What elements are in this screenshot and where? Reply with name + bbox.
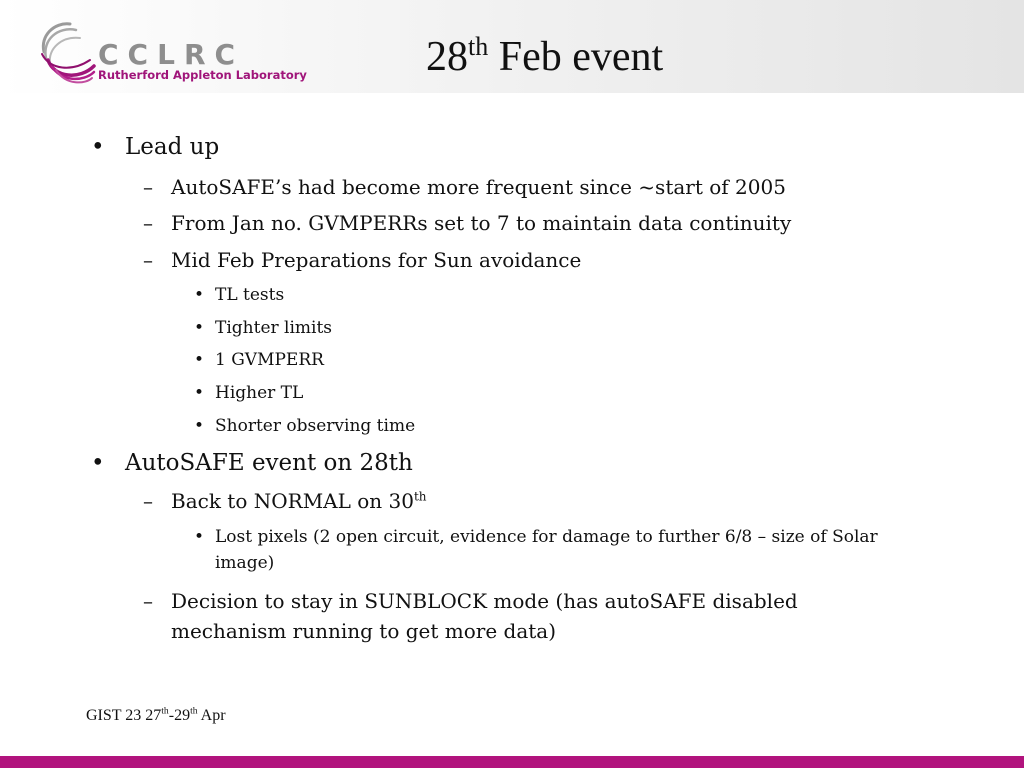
logo-name: CCLRC [98,38,245,71]
bullet-dot-icon: • [194,285,205,305]
footer-text: GIST 23 27 [86,707,162,724]
sub-sub-bullet [194,416,416,436]
sub-bullet [143,586,891,646]
bullet-dot-icon: • [194,416,205,436]
footer-text: -29 [168,707,191,724]
sub-bullet-text: Mid Feb Preparations for Sun avoidance [171,248,582,272]
sub-sub-bullet-text: Tighter limits [215,318,333,338]
logo-subtitle: Rutherford Appleton Laboratory [98,68,307,82]
dash-icon: – [143,489,153,513]
sub-sub-bullet-text: Higher TL [215,383,304,403]
footer-superscript: th [161,705,169,717]
sub-sub-bullet [194,383,304,403]
sub-sub-bullet-text: Lost pixels (2 open circuit, evidence for damage to further 6/8 – size of Solar image) [215,527,878,573]
footer-text: Apr [197,707,226,724]
bullet-dot-icon: • [91,450,105,476]
sub-sub-bullet [194,318,333,338]
bullet-dot-icon: • [91,134,105,160]
sub-bullet-text: Decision to stay in SUNBLOCK mode (has autoSAFE disabled mechanism running to get more data) [171,589,798,643]
bullet-dot-icon: • [194,350,205,370]
dash-icon: – [143,175,153,199]
sub-bullet-text: Back to NORMAL on 30 [171,489,414,513]
bottom-accent-bar [0,756,1024,768]
sub-bullet [143,175,786,199]
sub-sub-bullet [194,285,285,305]
sub-sub-bullet-text: Shorter observing time [215,416,416,436]
title-superscript: th [468,32,489,61]
cclrc-logo [36,14,307,86]
title-text-rest: Feb event [488,34,664,80]
sub-sub-bullet [194,350,324,370]
sub-bullet [143,211,792,235]
sub-bullet [143,489,427,513]
sub-sub-bullet-text: TL tests [215,285,285,305]
bullet-dot-icon: • [194,527,205,547]
bullet-lead-up [91,134,220,160]
bullet-dot-icon: • [194,383,205,403]
dash-icon: – [143,589,153,613]
sub-bullet [143,248,582,272]
slide-title [426,32,664,80]
superscript: th [413,489,427,504]
dash-icon: – [143,248,153,272]
sub-bullet-text: AutoSAFE’s had become more frequent since ~start of 2005 [171,175,786,199]
swirl-logo-icon [36,14,98,86]
bullet-text: Lead up [125,134,220,160]
sub-sub-bullet-text: 1 GVMPERR [215,350,324,370]
sub-sub-bullet [194,525,935,576]
footer-superscript: th [190,705,198,717]
bullet-text: AutoSAFE event on 28th [125,450,413,476]
slide-header [0,0,1024,93]
slide-footer [86,707,226,725]
bullet-event [91,450,413,476]
sub-bullet-text: From Jan no. GVMPERRs set to 7 to maintain data continuity [171,211,792,235]
title-text: 28 [426,34,468,80]
dash-icon: – [143,211,153,235]
bullet-dot-icon: • [194,318,205,338]
